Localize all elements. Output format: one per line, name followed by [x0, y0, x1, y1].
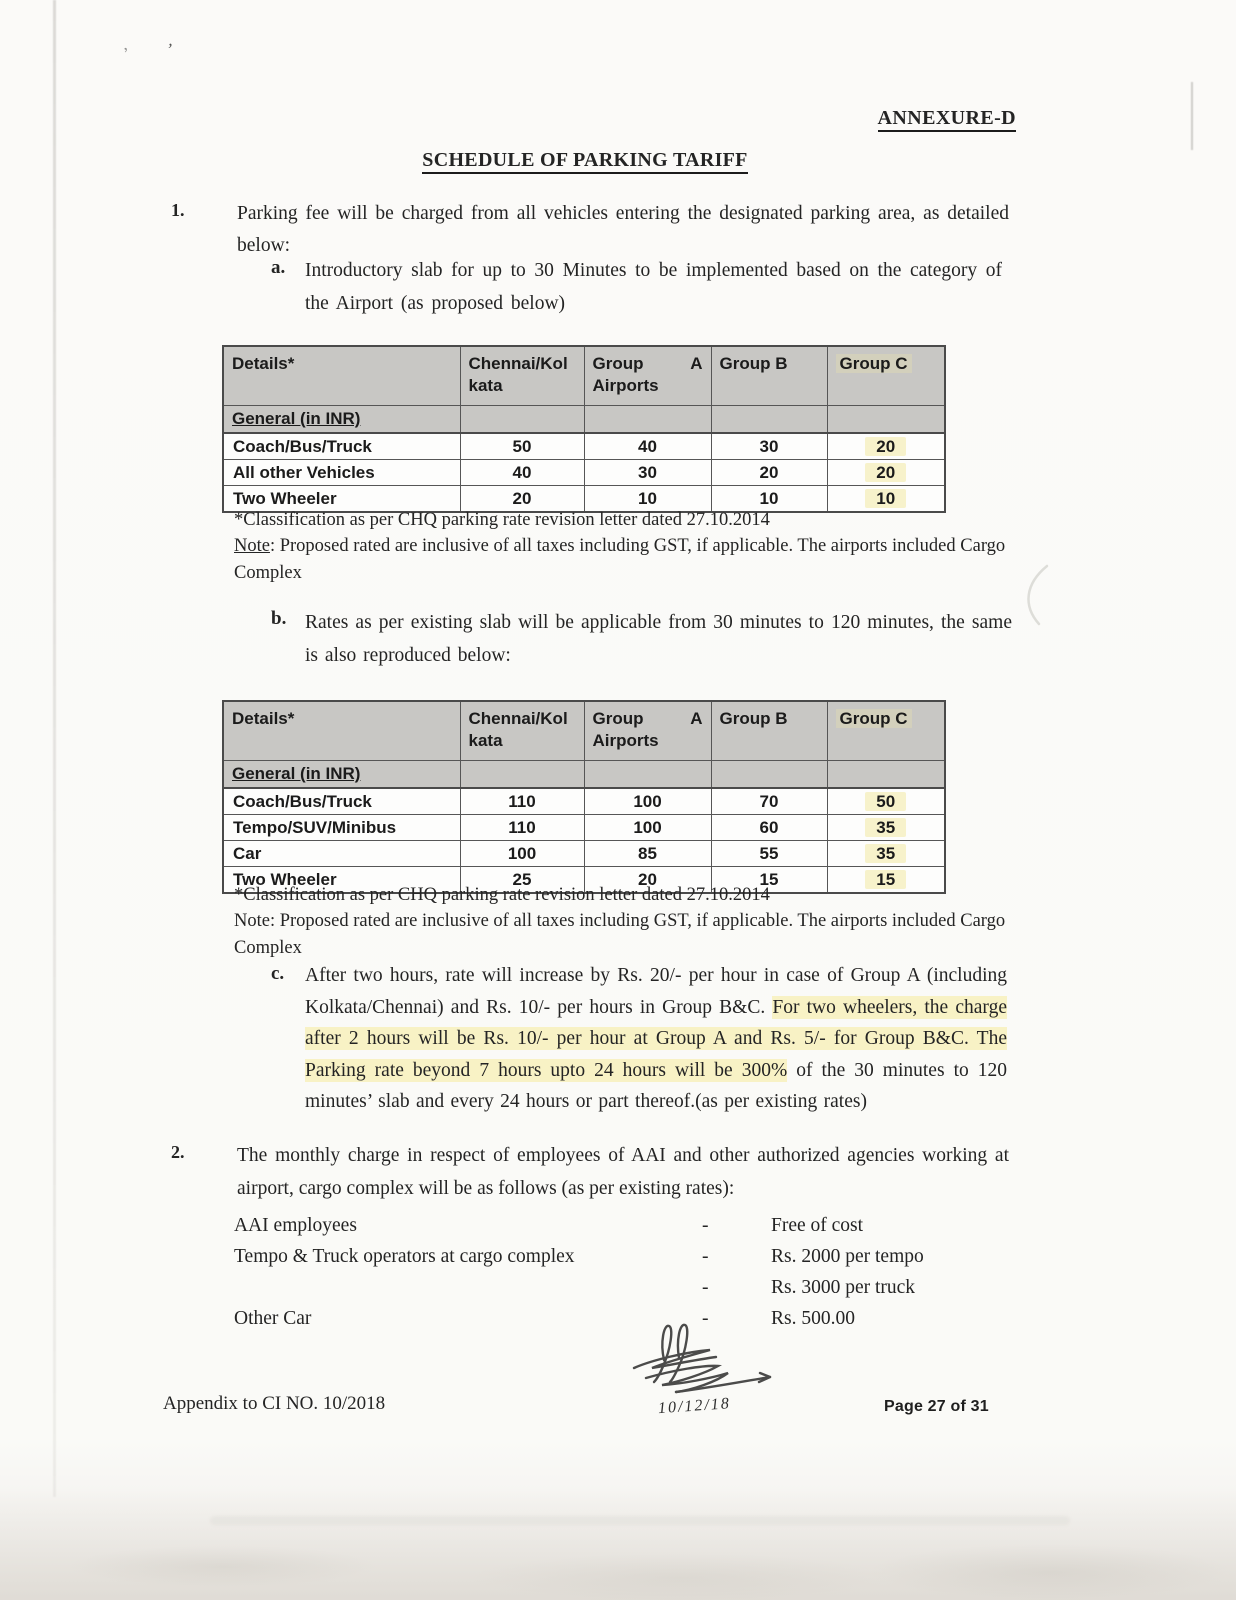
table1-header-label: Chennai/Kol kata [468, 354, 568, 395]
table1-highlighted-value: 20 [865, 437, 906, 456]
table2-row-label: Coach/Bus/Truck [223, 788, 460, 815]
table1-general-cell [711, 406, 827, 434]
table2-note: Note: Proposed rated are inclusive of all taxes including GST, if applicable. The airports included Cargo Complex [234, 911, 1006, 958]
table1-general-cell [460, 406, 584, 434]
table1-header-4 [711, 346, 827, 406]
page-title: SCHEDULE OF PARKING TARIFF [30, 149, 1140, 172]
table2-value-cell [827, 815, 945, 841]
table2-header-5 [827, 701, 945, 761]
scan-smudge-curve [1005, 560, 1057, 630]
table1-row-label: Two Wheeler [223, 486, 460, 513]
table1-row-label: Coach/Bus/Truck [223, 433, 460, 460]
table2-header-3 [584, 701, 711, 761]
charge-row [234, 1272, 964, 1303]
table2-row-label: Two Wheeler [223, 867, 460, 894]
table1-header-row [223, 346, 945, 406]
item-a-text: Introductory slab for up to 30 Minutes to be implemented based on the category of the Airport (as proposed below) [305, 260, 1002, 314]
stray-mark: ’ [166, 39, 174, 60]
table1-value-cell: 50 [460, 433, 584, 460]
table2-value-cell: 110 [460, 788, 584, 815]
charge-value: Free of cost [771, 1215, 864, 1236]
table1-header-label: Details* [232, 354, 295, 373]
table1-header-3 [584, 346, 711, 406]
table2-row-label: Car [223, 841, 460, 867]
charge-label: Other Car [234, 1308, 312, 1329]
table2-value-cell: 110 [460, 815, 584, 841]
table1-header-label: Group C [836, 354, 912, 373]
table1-value-cell: 10 [584, 486, 711, 513]
table2-header-4 [711, 701, 827, 761]
table1-header-label: Group B [719, 354, 788, 373]
table1-value-cell: 20 [711, 460, 827, 486]
table1-value-cell [827, 460, 945, 486]
scan-right-edge [1191, 82, 1193, 150]
introductory-tariff-table [222, 345, 946, 513]
table2-header-label: Group C [836, 709, 912, 728]
table1-data-row [223, 460, 945, 486]
table2-general-cell [827, 761, 945, 789]
charge-row [234, 1303, 964, 1334]
charge-dash: - [702, 1246, 709, 1267]
item-a-label: a. [271, 257, 286, 278]
table2-header-label: Details* [232, 709, 295, 728]
footer-page-number: Page 27 of 31 [884, 1398, 989, 1415]
table2-general-row [223, 761, 945, 789]
charge-label: AAI employees [234, 1215, 357, 1236]
highlighted-text: For two wheelers, the charge after 2 hours will be Rs. 10/- per hour at Group A and Rs. 5/- for Group B&C. The Parking rate beyond 7 hours upto 24 hours will be 300% [305, 996, 1007, 1081]
table2-value-cell: 15 [711, 867, 827, 894]
table2-value-cell: 55 [711, 841, 827, 867]
table2-highlighted-value: 50 [865, 792, 906, 811]
table2-data-row [223, 815, 945, 841]
table1-value-cell: 40 [460, 460, 584, 486]
existing-slab-tariff-table [222, 700, 946, 894]
table2-highlighted-value: 35 [865, 844, 906, 863]
table2-value-cell [827, 841, 945, 867]
table2-value-cell: 100 [460, 841, 584, 867]
table2-header-1 [223, 701, 460, 761]
charge-row [234, 1241, 964, 1272]
table2-value-cell: 100 [584, 815, 711, 841]
table2-highlighted-value: 35 [865, 818, 906, 837]
item-b-text: Rates as per existing slab will be applicable from 30 minutes to 120 minutes, the same is also reproduced below: [305, 612, 1012, 666]
table2-general-cell [460, 761, 584, 789]
table1-header-2 [460, 346, 584, 406]
table2-general-label: General (in INR) [232, 764, 361, 783]
table1-highlighted-value: 20 [865, 463, 906, 482]
table2-value-cell: 100 [584, 788, 711, 815]
scan-smudge [210, 1516, 1070, 1525]
table2-header-row [223, 701, 945, 761]
charge-label [234, 1272, 694, 1303]
table1-footnote: *Classification as per CHQ parking rate revision letter dated 27.10.2014 [234, 510, 770, 530]
table2-value-cell: 25 [460, 867, 584, 894]
table1-header-5 [827, 346, 945, 406]
table2-value-cell: 60 [711, 815, 827, 841]
table2-general-cell [584, 761, 711, 789]
table1-value-cell [827, 433, 945, 460]
table1-general-cell [584, 406, 711, 434]
table2-value-cell: 20 [584, 867, 711, 894]
table1-general-label: General (in INR) [232, 409, 361, 428]
table1-header-1 [223, 346, 460, 406]
footer-reference: Appendix to CI NO. 10/2018 [163, 1393, 386, 1414]
section-1-text: Parking fee will be charged from all vehicles entering the designated parking area, as detailed below: [237, 203, 1009, 256]
stray-mark: ’ [121, 43, 132, 64]
table2-header-label: Chennai/Kol kata [468, 709, 568, 750]
table1-value-cell: 20 [460, 486, 584, 513]
table1-value-cell: 30 [711, 433, 827, 460]
table2-header-2 [460, 701, 584, 761]
table2-row-label: Tempo/SUV/Minibus [223, 815, 460, 841]
charge-row [234, 1210, 964, 1241]
table1-value-cell: 30 [584, 460, 711, 486]
table2-value-cell: 85 [584, 841, 711, 867]
table2-general-cell [223, 761, 460, 789]
table2-data-row [223, 788, 945, 815]
item-c-label: c. [271, 963, 285, 984]
charge-dash: - [702, 1277, 709, 1298]
table1-value-cell: 10 [711, 486, 827, 513]
table1-general-cell [827, 406, 945, 434]
section-1-number: 1. [171, 200, 185, 220]
table1-header-label: Group A Airports [592, 354, 703, 395]
signature-date: 10/12/18 [657, 1395, 732, 1418]
scan-left-edge [53, 0, 56, 1497]
charge-value: Rs. 3000 per truck [771, 1277, 916, 1298]
annexure-label: ANNEXURE-D [840, 107, 1016, 130]
table2-data-row [223, 841, 945, 867]
table1-data-row [223, 433, 945, 460]
scan-bottom-shadow [0, 1488, 1236, 1600]
table2-value-cell: 70 [711, 788, 827, 815]
table2-highlighted-value: 15 [865, 870, 906, 889]
charge-dash: - [702, 1215, 709, 1236]
section-2-number: 2. [171, 1142, 185, 1162]
table1-general-row [223, 406, 945, 434]
table1-row-label: All other Vehicles [223, 460, 460, 486]
table2-header-label: Group B [719, 709, 788, 728]
table1-note: Note: Proposed rated are inclusive of all taxes including GST, if applicable. The airports included Cargo Complex [234, 536, 1006, 583]
table2-general-cell [711, 761, 827, 789]
table1-highlighted-value: 10 [865, 489, 906, 508]
charge-dash: - [702, 1308, 709, 1329]
table1-general-cell [223, 406, 460, 434]
table2-value-cell [827, 788, 945, 815]
table1-value-cell: 40 [584, 433, 711, 460]
charge-label: Tempo & Truck operators at cargo complex [234, 1246, 575, 1267]
item-b-label: b. [271, 608, 287, 629]
plain-text: of the 30 minutes to 120 minutes’ slab and every 24 hours or part thereof.(as per existing rates) [305, 1059, 1007, 1112]
table2-footnote: *Classification as per CHQ parking rate revision letter dated 27.10.2014 [234, 885, 770, 905]
charge-value: Rs. 500.00 [771, 1308, 855, 1329]
monthly-charges-list [234, 1210, 964, 1334]
item-c-text [305, 960, 1007, 1118]
plain-text: After two hours, rate will increase by Rs. 20/- per hour in case of Group A (including Kolkata/Chennai) and Rs. 10/- per hours in Group B&C. [305, 965, 1007, 1018]
charge-value: Rs. 2000 per tempo [771, 1246, 924, 1267]
section-2-text: The monthly charge in respect of employees of AAI and other authorized agencies working at airport, cargo complex will be as follows (as per existing rates): [237, 1145, 1009, 1199]
table2-header-label: Group A Airports [592, 709, 703, 750]
